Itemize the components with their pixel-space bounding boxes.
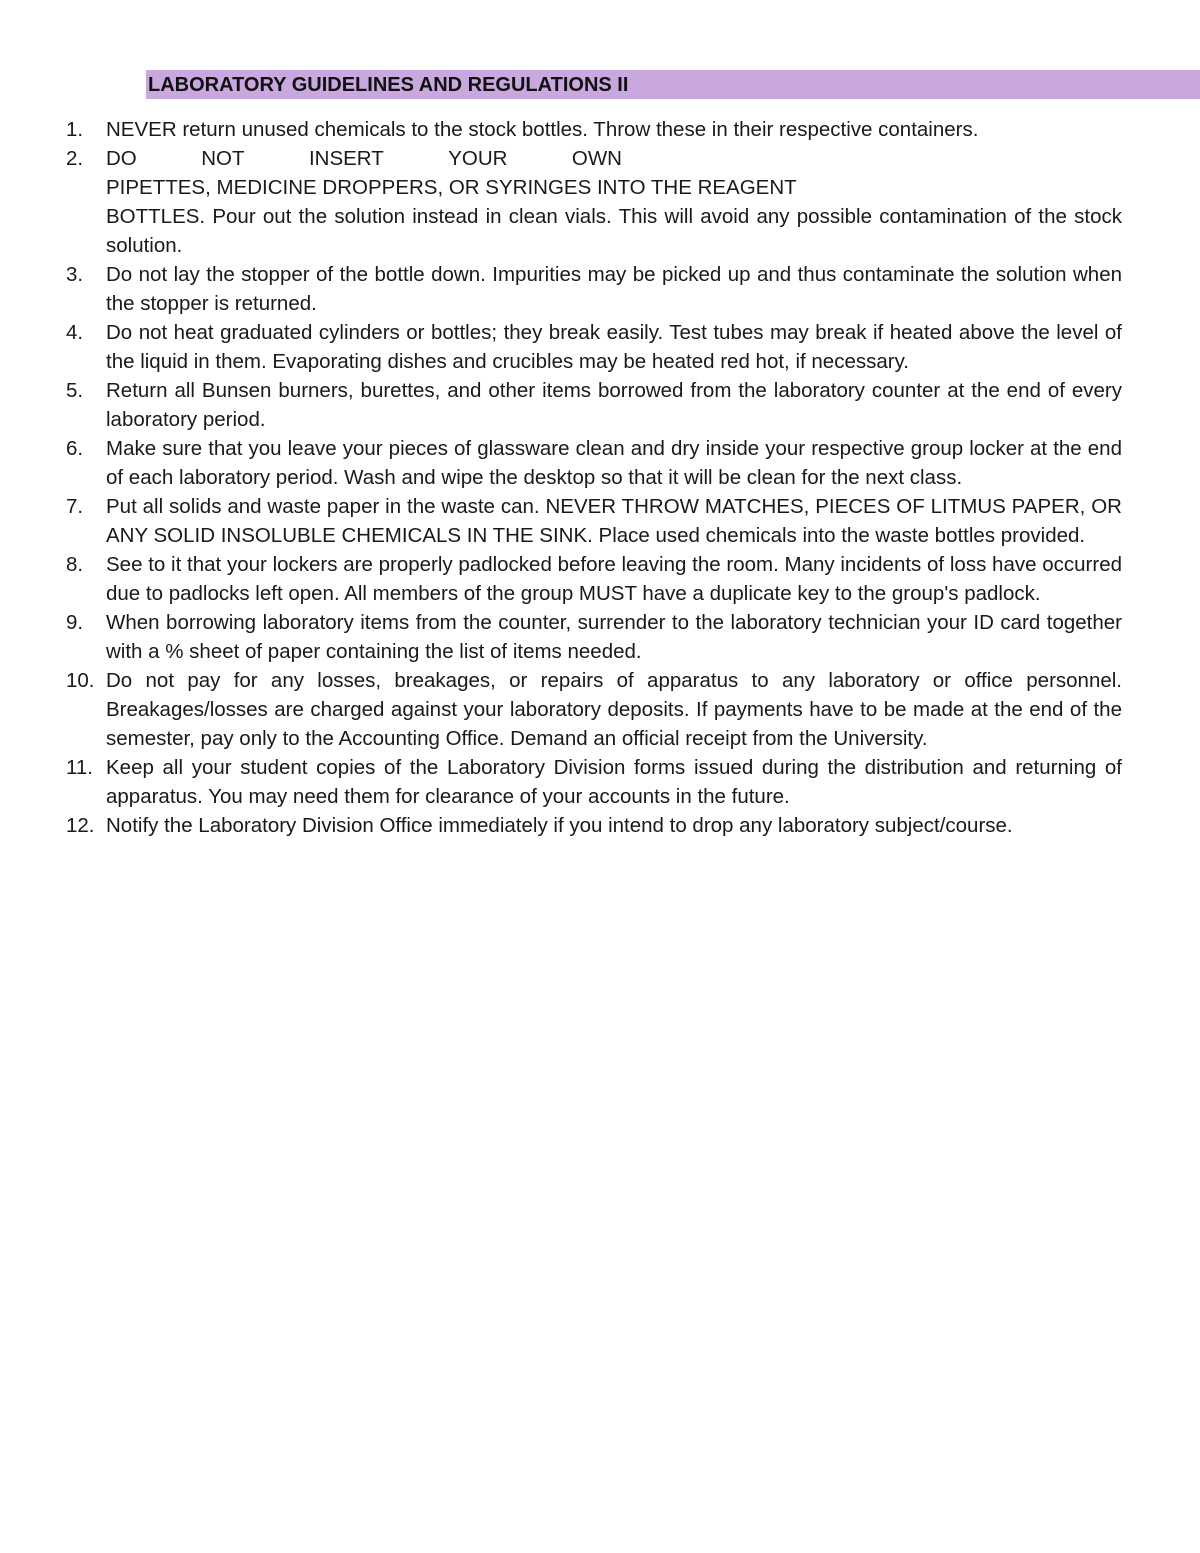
rule-text: Keep all your student copies of the Laboratory Division forms issued during the distribution and returning of apparatus. You may need them for clearance of your accounts in the future.	[106, 756, 1122, 808]
rule-word: INSERT	[308, 147, 384, 170]
rule-number: 2.	[66, 147, 84, 170]
rule-text-line: PIPETTES, MEDICINE DROPPERS, OR SYRINGES INTO THE REAGENT	[106, 176, 797, 199]
rule-text: See to it that your lockers are properly padlocked before leaving the room. Many incidents of loss have occurred due to padlocks left open. All members of the group MUST have a duplicate key to the group's padlock.	[106, 553, 1122, 605]
rule-item	[66, 115, 1122, 144]
rule-item	[66, 376, 1122, 434]
rule-number: 7.	[66, 495, 84, 518]
rule-text: BOTTLES. Pour out the solution instead in clean vials. This will avoid any possible contamination of the stock solution.	[106, 205, 1122, 257]
rule-item	[66, 260, 1122, 318]
rule-number: 11.	[66, 756, 93, 779]
rule-number: 9.	[66, 611, 84, 634]
rule-word: DO	[106, 147, 137, 170]
rule-number: 12.	[66, 814, 95, 837]
rule-item	[66, 434, 1122, 492]
page-title: LABORATORY GUIDELINES AND REGULATIONS II	[148, 74, 629, 96]
rule-text: Do not pay for any losses, breakages, or repairs of apparatus to any laboratory or office personnel. Breakages/losses are charged against your laboratory deposits. If payments have to be made at the end of the semester, pay only to the Accounting Office. Demand an official receipt from the University.	[106, 669, 1122, 750]
rule-word: YOUR	[448, 147, 508, 170]
rule-text: Return all Bunsen burners, burettes, and other items borrowed from the laboratory counter at the end of every laboratory period.	[106, 379, 1122, 431]
rule-text: Make sure that you leave your pieces of glassware clean and dry inside your respective group locker at the end of each laboratory period. Wash and wipe the desktop so that it will be clean for the next class.	[106, 437, 1122, 489]
rule-text: Notify the Laboratory Division Office immediately if you intend to drop any laboratory subject/course.	[106, 814, 1013, 837]
rule-text: NEVER return unused chemicals to the stock bottles. Throw these in their respective containers.	[106, 118, 979, 141]
rule-number: 6.	[66, 437, 84, 460]
rule-number: 10.	[66, 669, 95, 692]
rule-text-line	[106, 144, 622, 173]
rule-item	[66, 608, 1122, 666]
rule-item	[66, 144, 1122, 260]
rule-number: 5.	[66, 379, 84, 402]
rule-item	[66, 666, 1122, 753]
rule-number: 3.	[66, 263, 84, 286]
rule-text: When borrowing laboratory items from the counter, surrender to the laboratory technician your ID card together with a % sheet of paper containing the list of items needed.	[106, 611, 1122, 663]
rule-item	[66, 318, 1122, 376]
rule-item	[66, 753, 1122, 811]
rule-item	[66, 811, 1122, 840]
rule-item	[66, 492, 1122, 550]
rules-list	[66, 115, 1122, 840]
rule-number: 1.	[66, 118, 84, 141]
rule-item	[66, 550, 1122, 608]
rule-text: Do not lay the stopper of the bottle down. Impurities may be picked up and thus contaminate the solution when the stopper is returned.	[106, 263, 1122, 315]
rule-word: OWN	[571, 147, 622, 170]
rule-text: Do not heat graduated cylinders or bottles; they break easily. Test tubes may break if heated above the level of the liquid in them. Evaporating dishes and crucibles may be heated red hot, if necessary.	[106, 321, 1122, 373]
rule-text: Put all solids and waste paper in the waste can. NEVER THROW MATCHES, PIECES OF LITMUS PAPER, OR ANY SOLID INSOLUBLE CHEMICALS IN THE SINK. Place used chemicals into the waste bottles provided.	[106, 495, 1122, 547]
rule-number: 8.	[66, 553, 84, 576]
rule-number: 4.	[66, 321, 84, 344]
rule-word: NOT	[201, 147, 245, 170]
